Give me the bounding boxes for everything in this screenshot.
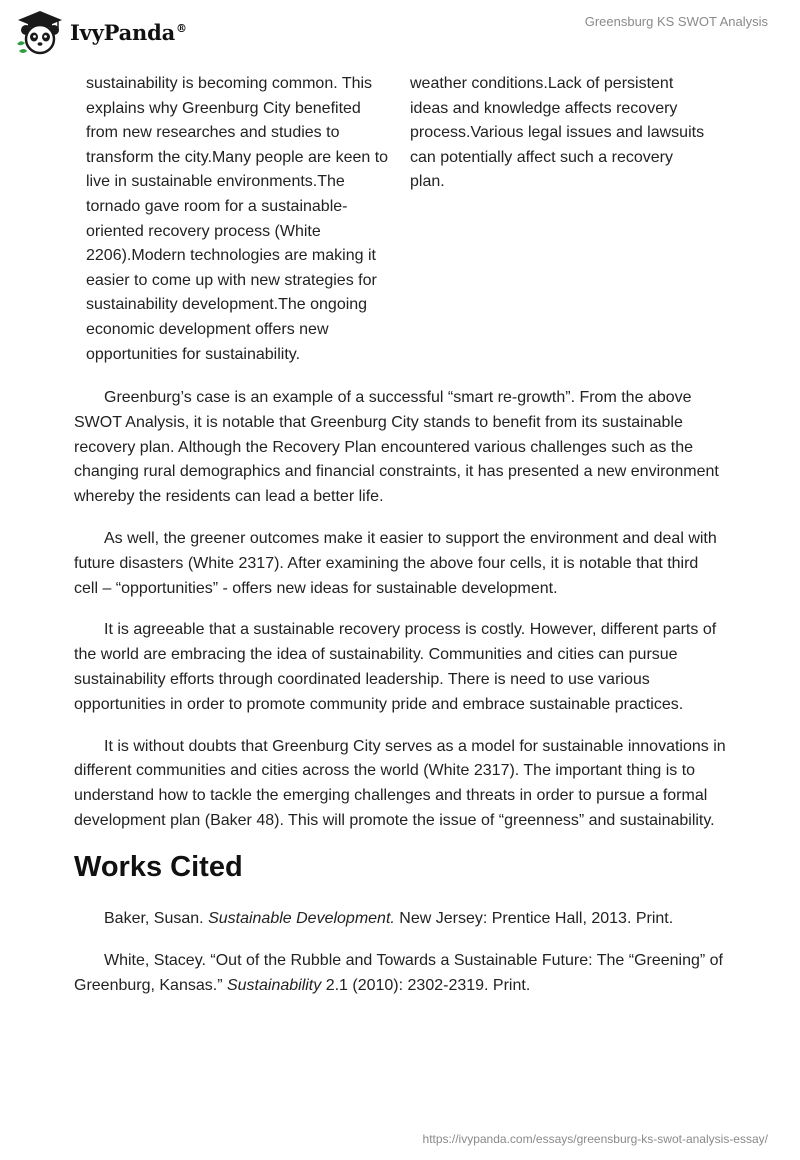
page-header — [0, 0, 800, 66]
works-cited-heading: Works Cited — [74, 850, 243, 883]
document-title: Greensburg KS SWOT Analysis — [584, 14, 768, 29]
paragraph-conclusion-3: It is agreeable that a sustainable recovery process is costly. However, different parts of the world are embracing the idea of sustainability. Communities and cities can pursue sustainability efforts through coordinated leadership. There is need to use various opportunities in order to promote community pride and embrace sustainable practices. — [74, 621, 717, 713]
citation-white: White, Stacey. “Out of the Rubble and Towards a Sustainable Future: The “Greening” of Greenburg, Kansas.” Sustainability 2.1 (2010): 2302-2319. Print. — [74, 951, 723, 994]
panda-graduate-logo-icon — [14, 8, 64, 56]
paragraph-conclusion-4: It is without doubts that Greenburg City serves as a model for sustainable innovations in different communities and cities across the world (White 2317). The important thing is to understand how to tackle the emerging challenges and threats in order to pursue a formal development plan (Baker 48). This will promote the issue of “greenness” and sustainability. — [74, 737, 726, 829]
paragraph-conclusion-2: As well, the greener outcomes make it easier to support the environment and deal with future disasters (White 2317). After examining the above four cells, it is notable that third cell – “opportunities” - offers new ideas for sustainable development. — [74, 529, 717, 597]
essay-body — [74, 386, 726, 1015]
ivypanda-logo[interactable] — [14, 8, 187, 56]
paragraph-conclusion-1: Greenburg’s case is an example of a successful “smart re-growth”. From the above SWOT Analysis, it is notable that Greenburg City stands to benefit from its sustainable recovery plan. Although the Recovery Plan encountered various challenges such as the changing rural demographics and financial constraints, it has presented a new environment whereby the residents can lead a better life. — [74, 389, 719, 506]
brand-name: IvyPanda® — [70, 19, 187, 45]
registered-mark: ® — [176, 21, 187, 35]
swot-opportunities-cell: sustainability is becoming common. This explains why Greenburg City benefited from new researches and studies to transform the city.Many people are keen to live in sustainable environments.The tornado gave room for a sustainable-oriented recovery process (White 2206).Modern technologies are making it easier to come up with new strategies for sustainability development.The ongoing economic development offers new opportunities for sustainability. — [86, 75, 389, 363]
swot-threats-cell: weather conditions.Lack of persistent ideas and knowledge affects recovery process.Various legal issues and lawsuits can potentially affect such a recovery plan. — [410, 75, 705, 191]
source-url-link[interactable]: https://ivypanda.com/essays/greensburg-ks-swot-analysis-essay/ — [422, 1132, 768, 1146]
citation-baker: Baker, Susan. Sustainable Development. New Jersey: Prentice Hall, 2013. Print. — [104, 909, 674, 927]
